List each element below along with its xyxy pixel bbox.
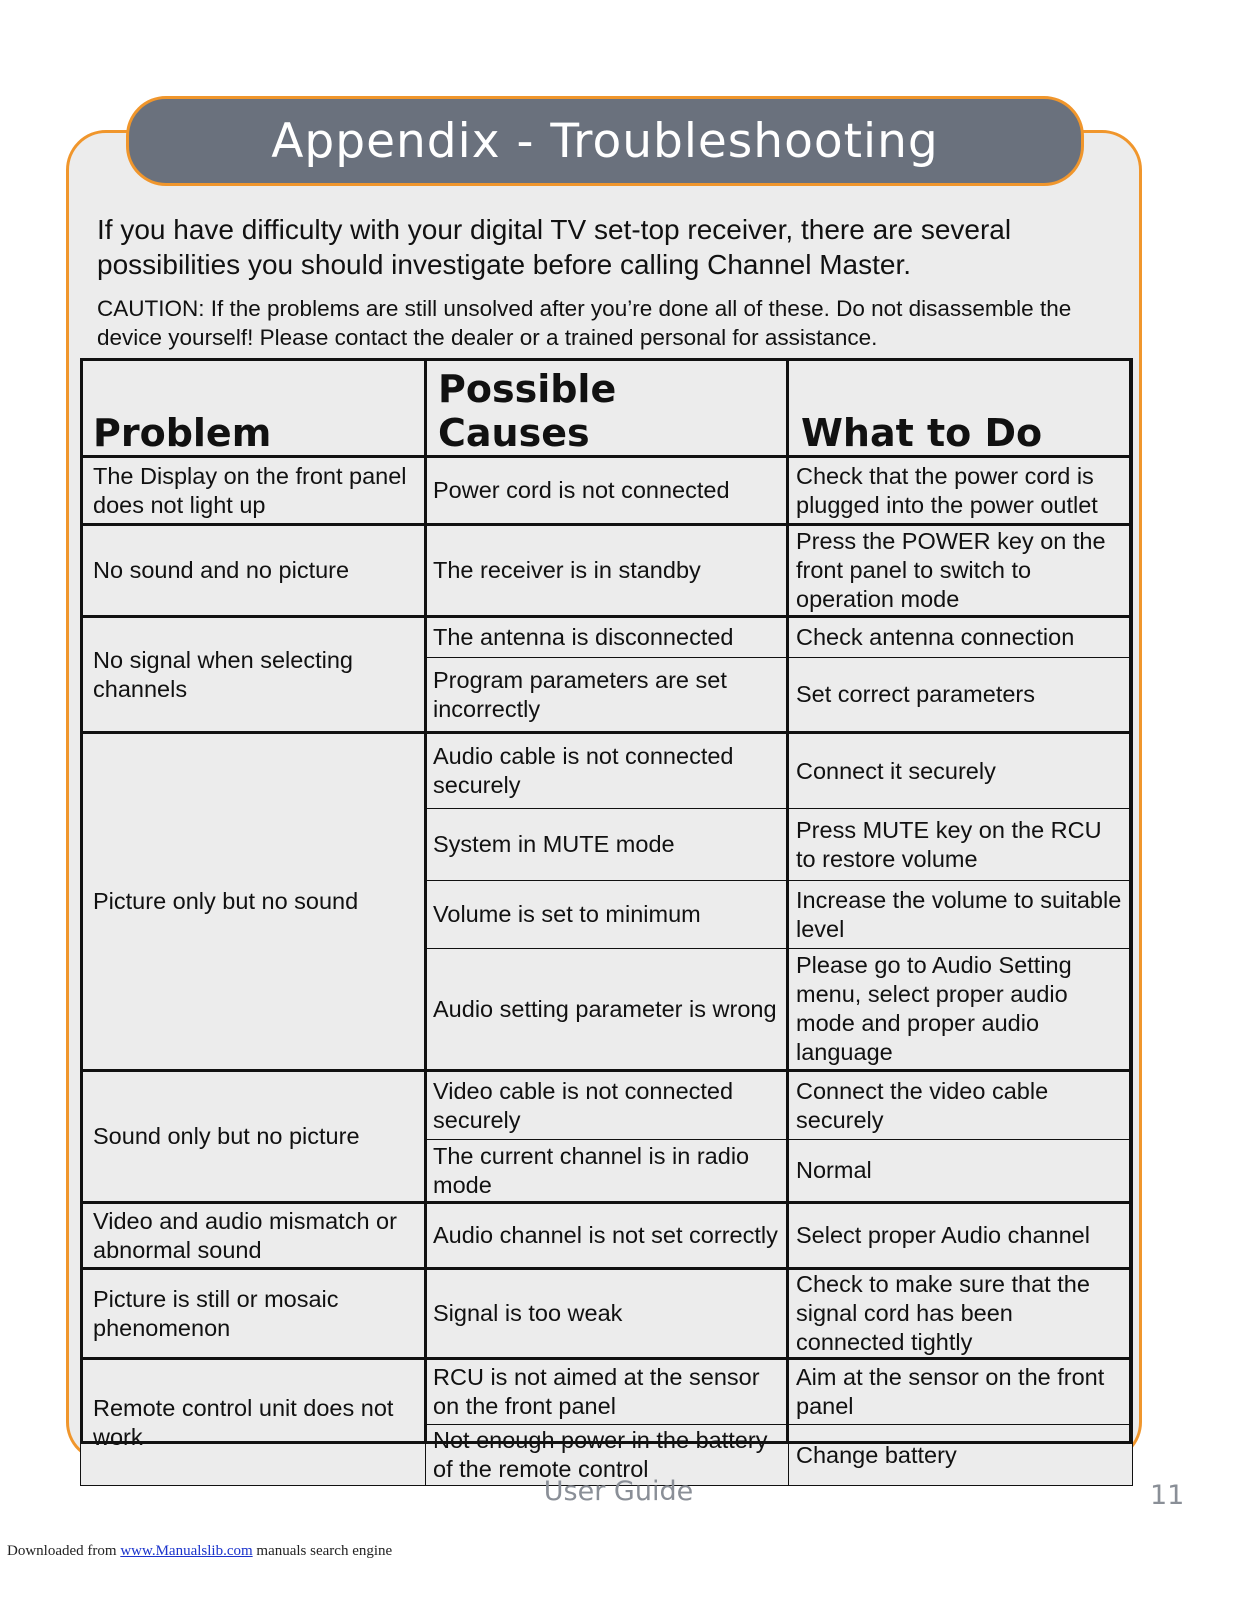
- table-row: [81, 1269, 1133, 1359]
- action-cell: Set correct parameters: [789, 658, 1133, 733]
- cause-cell: The receiver is in standby: [426, 525, 789, 617]
- cause-cell: The current channel is in radio mode: [426, 1140, 789, 1203]
- table-row: [81, 733, 1133, 809]
- problem-cell: No signal when selecting channels: [81, 617, 426, 733]
- download-suffix: manuals search engine: [252, 1543, 393, 1559]
- table-row: [81, 525, 1133, 617]
- cause-cell: Audio channel is not set correctly: [426, 1203, 789, 1269]
- download-prefix: Downloaded from: [7, 1543, 121, 1559]
- column-divider: [424, 358, 427, 1444]
- action-cell: Select proper Audio channel: [789, 1203, 1133, 1269]
- page-number: 11: [1150, 1480, 1185, 1511]
- problem-cell: The Display on the front panel does not light up: [81, 457, 426, 525]
- header-what-to-do: What to Do: [789, 359, 1133, 457]
- action-cell: Change battery: [789, 1425, 1133, 1486]
- cause-cell: RCU is not aimed at the sensor on the front panel: [426, 1359, 789, 1425]
- action-cell: Normal: [789, 1140, 1133, 1203]
- problem-cell: Video and audio mismatch or abnormal sound: [81, 1203, 426, 1269]
- manualslib-link[interactable]: www.Manualslib.com: [120, 1543, 253, 1559]
- header-possible-causes: Possible Causes: [426, 359, 789, 457]
- cause-cell: Audio setting parameter is wrong: [426, 949, 789, 1071]
- table-row: [81, 1359, 1133, 1425]
- header-problem: Problem: [81, 359, 426, 457]
- problem-cell: Picture only but no sound: [81, 733, 426, 1071]
- footer-label: User Guide: [543, 1476, 694, 1507]
- table-row: [81, 1071, 1133, 1140]
- cause-cell: Audio cable is not connected securely: [426, 733, 789, 809]
- page-title: Appendix - Troubleshooting: [126, 96, 1084, 186]
- table-row: [81, 617, 1133, 658]
- problem-cell: Picture is still or mosaic phenomenon: [81, 1269, 426, 1359]
- cause-cell: System in MUTE mode: [426, 809, 789, 881]
- table-row: [81, 1203, 1133, 1269]
- cause-cell: The antenna is disconnected: [426, 617, 789, 658]
- column-divider: [786, 358, 789, 1444]
- intro-text: If you have difficulty with your digital TV set-top receiver, there are several possibilities you should investigate before calling Channel Master.: [97, 214, 1012, 280]
- download-credit: [7, 1543, 392, 1560]
- problem-cell: Remote control unit does not work: [81, 1359, 426, 1486]
- action-cell: Connect it securely: [789, 733, 1133, 809]
- action-cell: Connect the video cable securely: [789, 1071, 1133, 1140]
- problem-cell: Sound only but no picture: [81, 1071, 426, 1203]
- cause-cell: Signal is too weak: [426, 1269, 789, 1359]
- cause-cell: Video cable is not connected securely: [426, 1071, 789, 1140]
- problem-cell: No sound and no picture: [81, 525, 426, 617]
- troubleshooting-table: [80, 358, 1133, 1486]
- action-cell: Check that the power cord is plugged into the power outlet: [789, 457, 1133, 525]
- action-cell: Increase the volume to suitable level: [789, 881, 1133, 949]
- cause-cell: Program parameters are set incorrectly: [426, 658, 789, 733]
- cause-cell: Not enough power in the battery of the remote control: [426, 1425, 789, 1486]
- action-cell: Please go to Audio Setting menu, select proper audio mode and proper audio language: [789, 949, 1133, 1071]
- action-cell: Check antenna connection: [789, 617, 1133, 658]
- cause-cell: Power cord is not connected: [426, 457, 789, 525]
- action-cell: Aim at the sensor on the front panel: [789, 1359, 1133, 1425]
- caution-text: CAUTION: If the problems are still unsolved after you’re done all of these. Do not disassemble the device yourself! Please contact the dealer or a trained personal for assistance.: [97, 296, 1072, 350]
- table-row: [81, 457, 1133, 525]
- action-cell: Check to make sure that the signal cord has been connected tightly: [789, 1269, 1133, 1359]
- action-cell: Press MUTE key on the RCU to restore volume: [789, 809, 1133, 881]
- action-cell: Press the POWER key on the front panel to switch to operation mode: [789, 525, 1133, 617]
- cause-cell: Volume is set to minimum: [426, 881, 789, 949]
